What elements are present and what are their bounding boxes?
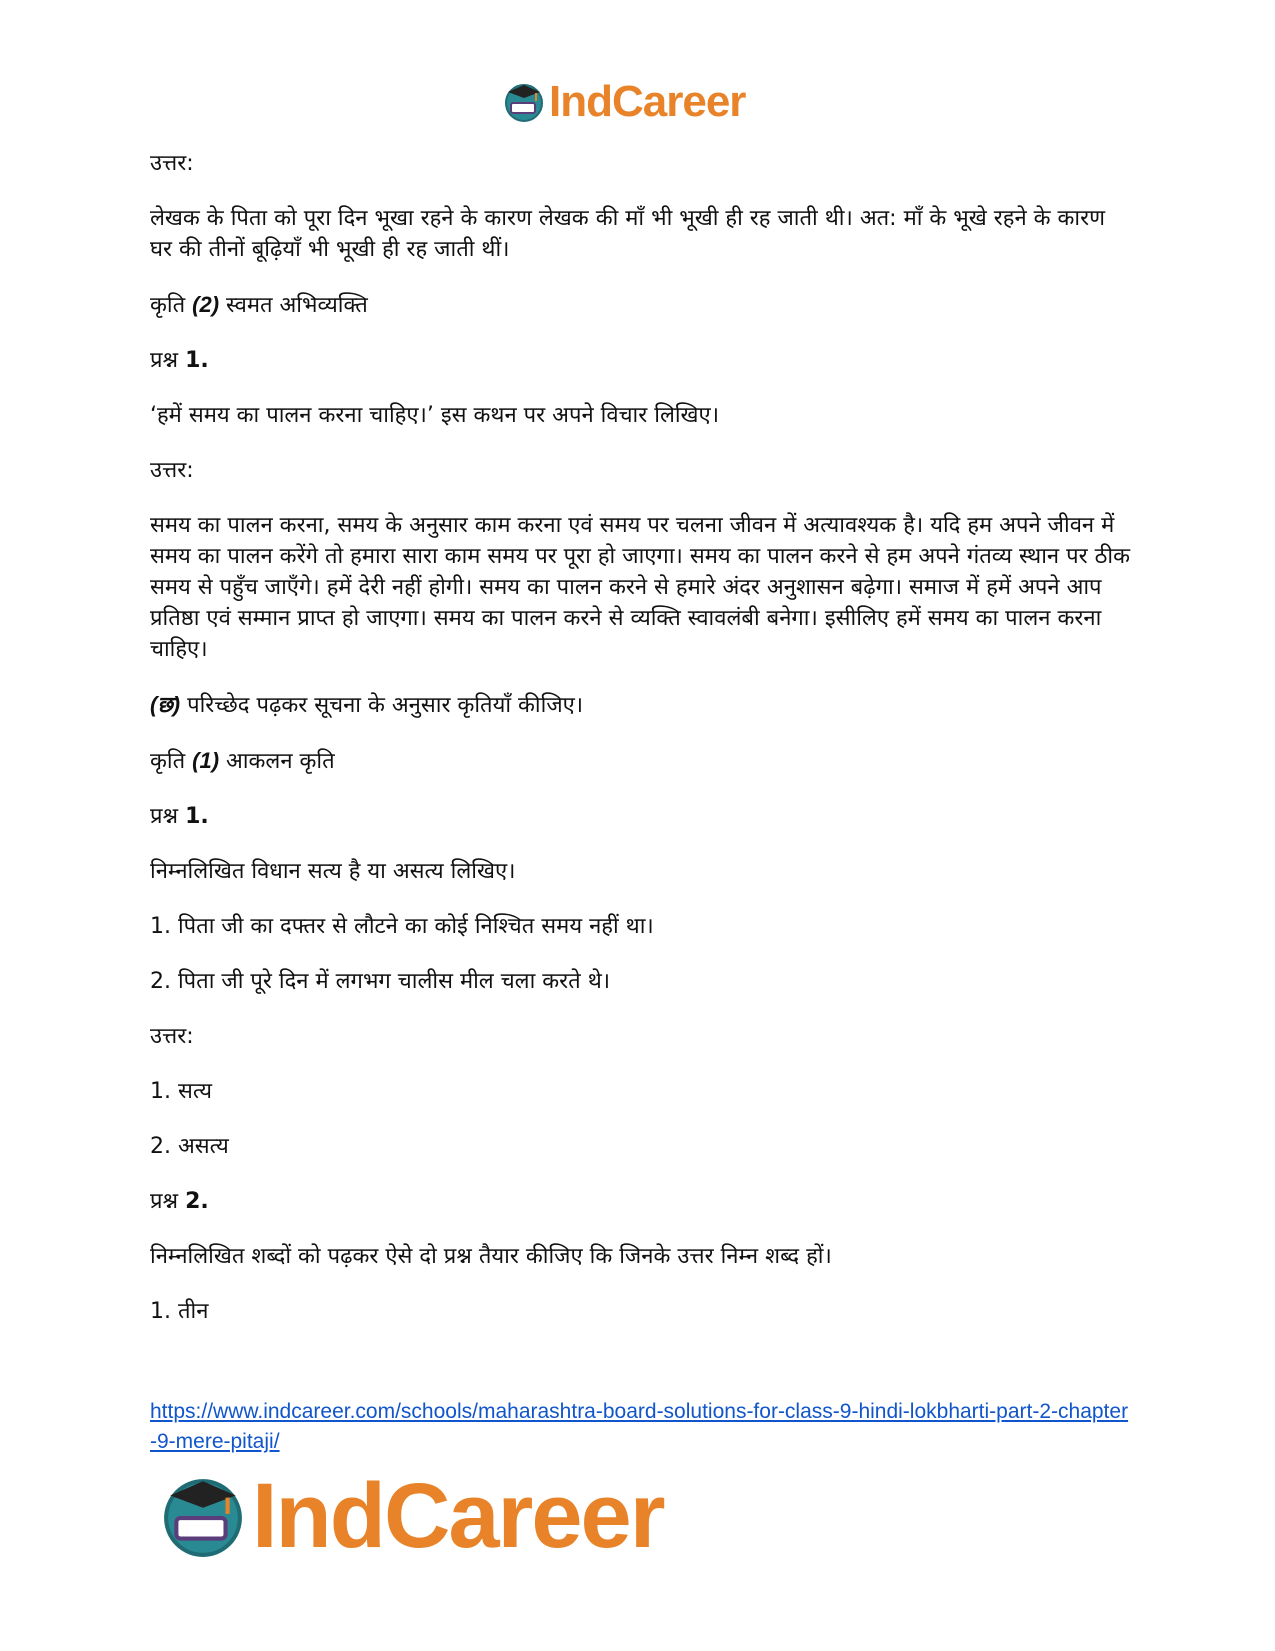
kriti-heading bbox=[150, 745, 1130, 777]
section-text: परिच्छेद पढ़कर सूचना के अनुसार कृतियाँ कीजिए। bbox=[180, 693, 584, 718]
question-item: 1. तीन bbox=[150, 1299, 209, 1324]
question-label: प्रश्न bbox=[150, 1189, 186, 1214]
question-heading bbox=[150, 801, 1130, 832]
question-number: 1. bbox=[185, 804, 209, 829]
section-number: (छ) bbox=[150, 692, 181, 717]
question-label: प्रश्न bbox=[150, 348, 186, 373]
answer-paragraph: समय का पालन करना, समय के अनुसार काम करना एवं समय पर चलना जीवन में अत्यावश्यक है। यदि हम अपने जीवन में समय का पालन करेंगे तो हमारा सारा काम समय पर पूरा हो जाएगा। समय का पालन करने से हम अपने गंतव्य स्थान पर ठीक समय से पहुँच जाएँगे। हमें देरी नहीं होगी। समय का पालन करने से हमारे अंदर अनुशासन बढ़ेगा। समाज में हमें अपने आप प्रतिष्ठा एवं सम्मान प्राप्त हो जाएगा। समय का पालन करने से व्यक्ति स्वावलंबी बनेगा। इसीलिए हमें समय का पालन करना चाहिए। bbox=[150, 513, 1130, 662]
question-text: निम्नलिखित शब्दों को पढ़कर ऐसे दो प्रश्न तैयार कीजिए कि जिनके उत्तर निम्न शब्द हों। bbox=[150, 1244, 832, 1269]
globe-graduation-icon bbox=[503, 81, 545, 123]
footer-logo bbox=[160, 1465, 664, 1567]
question-label: प्रश्न bbox=[150, 804, 186, 829]
header-logo bbox=[503, 77, 746, 126]
question-number: 2. bbox=[185, 1189, 209, 1214]
statement-item: 1. पिता जी का दफ्तर से लौटने का कोई निश्चित समय नहीं था। bbox=[150, 914, 654, 939]
answer-item: 1. सत्य bbox=[150, 1079, 212, 1104]
answer-label: उत्तर: bbox=[150, 458, 194, 483]
answer-paragraph: लेखक के पिता को पूरा दिन भूखा रहने के कारण लेखक की माँ भी भूखी ही रह जाती थी। अत: माँ के भूखे रहने के कारण घर की तीनों बूढ़ियाँ भी भूखी ही रह जाती थीं। bbox=[150, 206, 1106, 262]
question-number: 1. bbox=[185, 348, 209, 373]
kriti-prefix: कृति bbox=[150, 749, 193, 774]
statement-item: 2. पिता जी पूरे दिन में लगभग चालीस मील चला करते थे। bbox=[150, 969, 611, 994]
kriti-title: स्वमत अभिव्यक्ति bbox=[219, 293, 368, 318]
answer-label: उत्तर: bbox=[150, 1024, 194, 1049]
document-body bbox=[150, 148, 1130, 1351]
kriti-number: (1) bbox=[192, 748, 220, 773]
section-heading bbox=[150, 689, 1130, 721]
answer-item: 2. असत्य bbox=[150, 1134, 229, 1159]
question-heading bbox=[150, 345, 1130, 376]
question-text: निम्नलिखित विधान सत्य है या असत्य लिखिए। bbox=[150, 859, 516, 884]
question-heading bbox=[150, 1186, 1130, 1217]
question-text: ‘हमें समय का पालन करना चाहिए।’ इस कथन पर अपने विचार लिखिए। bbox=[150, 403, 720, 428]
source-url-link[interactable]: https://www.indcareer.com/schools/maharashtra-board-solutions-for-class-9-hindi-lokbharti-part-2-chapter-9-mere-pitaji/ bbox=[150, 1400, 1129, 1453]
kriti-prefix: कृति bbox=[150, 293, 193, 318]
kriti-number: (2) bbox=[192, 292, 220, 317]
logo-text: IndCareer bbox=[252, 1465, 664, 1567]
globe-graduation-icon bbox=[160, 1473, 246, 1559]
kriti-heading bbox=[150, 289, 1130, 321]
kriti-title: आकलन कृति bbox=[219, 749, 335, 774]
logo-text: IndCareer bbox=[549, 77, 746, 126]
answer-label: उत्तर: bbox=[150, 151, 194, 176]
